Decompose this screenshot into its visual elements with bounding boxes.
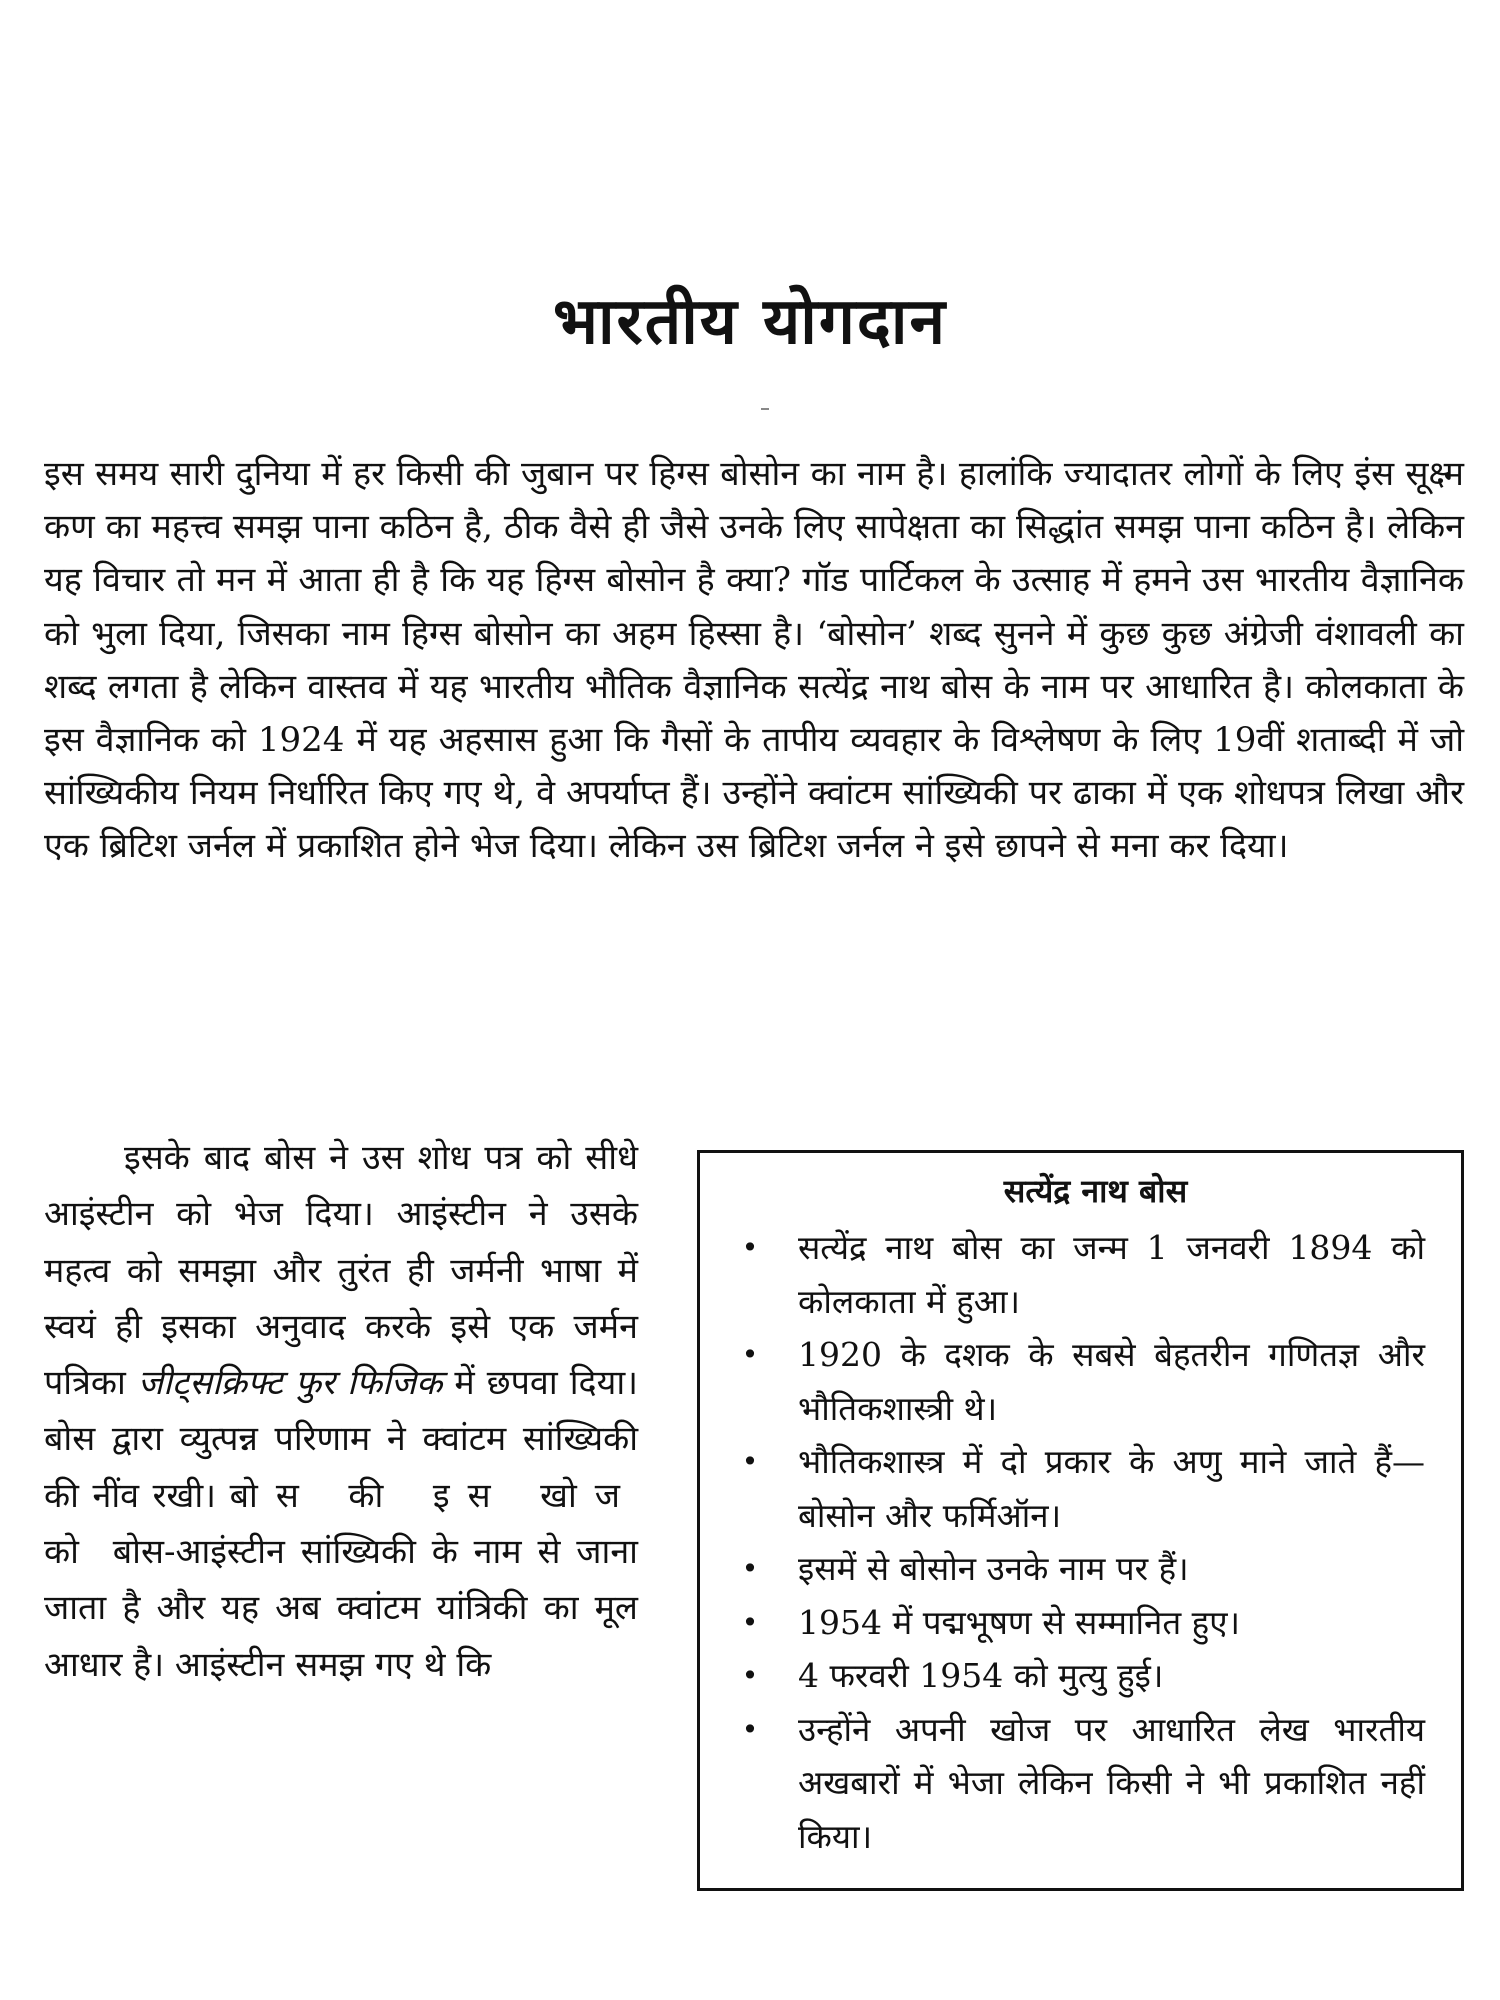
fact-text: 1954 में पद्मभूषण से सम्मानित हुए। <box>798 1602 1240 1642</box>
bose-info-box <box>697 1150 1464 1891</box>
column-text-part4: बोस-आइंस्टीन सांख्यिकी के नाम से जाना जाता है और यह अब क्वांटम यांत्रिकी का मूल आधार है। आइंस्टीन समझ गए थे कि <box>44 1532 638 1685</box>
info-box-title: सत्येंद्र नाथ बोस <box>1003 1172 1188 1210</box>
fact-text: भौतिकशास्त्र में दो प्रकार के अणु माने जाते हैं—बोसोन और फर्मिऑन। <box>798 1442 1425 1535</box>
bullet-icon: • <box>741 1231 759 1264</box>
scan-mark <box>761 408 769 410</box>
indent <box>44 1138 124 1178</box>
fact-text: 1920 के दशक के सबसे बेहतरीन गणितज्ञ और भौतिकशास्त्री थे। <box>798 1335 1425 1428</box>
column-text-part3: बोस की इस खोज को <box>44 1475 638 1573</box>
fact-text: उन्होंने अपनी खोज पर आधारित लेख भारतीय अखबारों में भेजा लेकिन किसी ने भी प्रकाशित नहीं किया। <box>798 1709 1425 1856</box>
fact-item <box>726 1703 1425 1864</box>
column-text-part1: इसके बाद बोस ने उस शोध पत्र को सीधे आइंस्टीन को भेज दिया। आइंस्टीन ने उसके महत्व को समझा और तुरंत ही जर्मनी भाषा में स्वयं ही इसका अनुवाद करके इसे एक जर्मन पत्रिका <box>44 1138 638 1404</box>
bullet-icon: • <box>741 1605 759 1639</box>
bullet-icon: • <box>741 1338 759 1371</box>
bullet-icon: • <box>741 1659 759 1692</box>
bullet-icon: • <box>741 1712 759 1746</box>
fact-item <box>726 1221 1425 1328</box>
bullet-icon: • <box>741 1445 759 1478</box>
fact-text: सत्येंद्र नाथ बोस का जन्म 1 जनवरी 1894 को कोलकाता में हुआ। <box>798 1228 1425 1321</box>
facts-list <box>726 1221 1425 1863</box>
journal-name: जीट्सक्रिफ्ट फुर फिजिक <box>137 1363 443 1404</box>
fact-text: इसमें से बोसोन उनके नाम पर हैं। <box>798 1549 1189 1588</box>
page-title: भारतीय योगदान <box>552 285 947 359</box>
fact-item <box>726 1328 1425 1435</box>
intro-paragraph: इस समय सारी दुनिया में हर किसी की जुबान पर हिग्स बोसोन का नाम है। हालांकि ज्यादातर लोगों के लिए इंस सूक्ष्म कण का महत्त्व समझ पाना कठिन है, ठीक वैसे ही जैसे उनके लिए सापेक्षता का सिद्धांत समझ पाना कठिन है। लेकिन यह विचार तो मन में आता ही है कि यह हिग्स बोसोन है क्या? गॉड पार्टिकल के उत्साह में हमने उस भारतीय वैज्ञानिक को भुला दिया, जिसका नाम हिग्स बोसोन का अहम हिस्सा है। ‘बोसोन’ शब्द सुनने में कुछ कुछ अंग्रेजी वंशावली का शब्द लगता है लेकिन वास्तव में यह भारतीय भौतिक वैज्ञानिक सत्येंद्र नाथ बोस के नाम पर आधारित है। कोलकाता के इस वैज्ञानिक को 1924 में यह अहसास हुआ कि गैसों के तापीय व्यवहार के विश्लेषण के लिए 19वीं शताब्दी में जो सांख्यिकीय नियम निर्धारित किए गए थे, वे अपर्याप्त हैं। उन्होंने क्वांटम सांख्यिकी पर ढाका में एक शोधपत्र लिखा और एक ब्रिटिश जर्नल में प्रकाशित होने भेज दिया। लेकिन उस ब्रिटिश जर्नल ने इसे छापने से मना कर दिया। <box>44 454 1464 867</box>
fact-item <box>726 1596 1425 1650</box>
fact-item <box>726 1435 1425 1542</box>
column-text-part2: में छपवा दिया। बोस द्वारा व्युत्पन्न परिणाम ने क्वांटम सांख्यिकी की नींव रखी। <box>44 1363 639 1516</box>
fact-item <box>726 1649 1425 1703</box>
column-paragraph <box>44 1130 638 1693</box>
bullet-icon: • <box>741 1552 759 1585</box>
fact-item <box>726 1542 1425 1596</box>
fact-text: 4 फरवरी 1954 को मुत्यु हुई। <box>798 1656 1164 1695</box>
